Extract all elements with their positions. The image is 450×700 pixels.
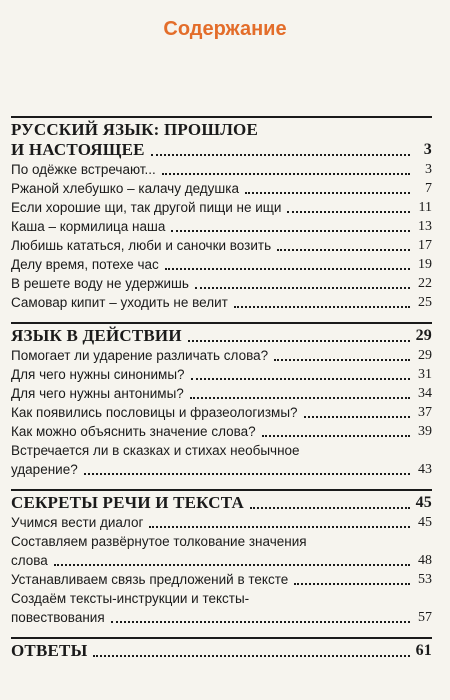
- dot-leader: [274, 359, 410, 361]
- toc-entry-page-number: 39: [418, 424, 432, 439]
- section-page-number: 3: [423, 141, 432, 158]
- dot-leader: [245, 192, 410, 194]
- dot-leader: [171, 230, 410, 232]
- dot-leader: [304, 416, 410, 418]
- dot-leader: [195, 287, 410, 289]
- toc-entry-label: Помогает ли ударение различать слова?: [11, 348, 269, 363]
- toc-entry-label: Для чего нужны антонимы?: [11, 386, 184, 401]
- section-divider: [11, 489, 432, 491]
- toc-entry-row: [11, 513, 432, 532]
- toc-entry-row: [11, 570, 432, 589]
- toc-entry-row: [11, 422, 432, 441]
- toc-entry-page-number: 13: [418, 219, 432, 234]
- section-gap: [11, 479, 432, 489]
- section-heading-label: ОТВЕТЫ: [11, 641, 88, 660]
- toc-entry-label: Каша – кормилица наша: [11, 219, 166, 234]
- toc-entry-label: слова: [11, 553, 48, 568]
- toc-entry-label: Как появились пословицы и фразеологизмы?: [11, 405, 298, 420]
- section-gap: [11, 312, 432, 322]
- toc-entry-label: Самовар кипит – уходить не велит: [11, 295, 228, 310]
- dot-leader: [165, 268, 410, 270]
- dot-leader: [111, 621, 410, 623]
- section-gap: [11, 627, 432, 637]
- toc-entry[interactable]: [11, 570, 432, 589]
- section-divider: [11, 637, 432, 639]
- toc-entry-page-number: 45: [418, 515, 432, 530]
- dot-leader: [250, 507, 410, 509]
- toc-entry[interactable]: [11, 160, 432, 179]
- section-heading[interactable]: [11, 493, 432, 513]
- toc-entry-row: [11, 608, 432, 627]
- dot-leader: [277, 249, 410, 251]
- toc-entry-label: ударение?: [11, 462, 78, 477]
- toc-entry[interactable]: [11, 179, 432, 198]
- dot-leader: [287, 211, 410, 213]
- toc-entry[interactable]: [11, 255, 432, 274]
- toc-entry-line: Создаём тексты-инструкции и тексты-: [11, 591, 250, 606]
- toc-entry-label: повествования: [11, 610, 105, 625]
- toc-entry-page-number: 17: [418, 238, 432, 253]
- dot-leader: [234, 306, 410, 308]
- page-title: Содержание: [163, 18, 287, 40]
- toc-entry-row: [11, 160, 432, 179]
- toc-section: [11, 627, 432, 661]
- toc-entry-page-number: 25: [418, 295, 432, 310]
- section-page-number: 29: [415, 327, 432, 344]
- toc-entry[interactable]: [11, 346, 432, 365]
- toc-entry-page-number: 7: [425, 181, 432, 196]
- toc-entry-page-number: 22: [418, 276, 432, 291]
- toc-entry-label: Для чего нужны синонимы?: [11, 367, 185, 382]
- table-of-contents: [11, 116, 432, 661]
- toc-entry-label: Любишь кататься, люби и саночки возить: [11, 238, 272, 253]
- toc-entry[interactable]: [11, 403, 432, 422]
- toc-entry-page-number: 34: [418, 386, 432, 401]
- toc-entry-page-number: 57: [418, 610, 432, 625]
- toc-entry-row: [11, 460, 432, 479]
- section-heading-label: ЯЗЫК В ДЕЙСТВИИ: [11, 326, 182, 345]
- toc-entry[interactable]: [11, 236, 432, 255]
- toc-entry[interactable]: [11, 217, 432, 236]
- toc-entry[interactable]: [11, 293, 432, 312]
- toc-entry-label: Если хорошие щи, так другой пищи не ищи: [11, 200, 282, 215]
- dot-leader: [84, 473, 410, 475]
- toc-section: [11, 312, 432, 479]
- toc-entry-row: [11, 384, 432, 403]
- toc-entry-row: [11, 403, 432, 422]
- toc-entry-row: [11, 236, 432, 255]
- toc-entry-label: Как можно объяснить значение слова?: [11, 424, 256, 439]
- toc-entry-line: Составляем развёрнутое толкование значения: [11, 534, 307, 549]
- dot-leader: [294, 583, 410, 585]
- toc-entry[interactable]: [11, 441, 432, 479]
- toc-entry-row: [11, 217, 432, 236]
- toc-entry-row: [11, 255, 432, 274]
- dot-leader: [162, 173, 410, 175]
- toc-entry-row: [11, 346, 432, 365]
- toc-entry-row: [11, 365, 432, 384]
- toc-entry-page-number: 11: [418, 200, 432, 215]
- dot-leader: [149, 526, 410, 528]
- toc-entry[interactable]: [11, 274, 432, 293]
- toc-entry-label: Устанавливаем связь предложений в тексте: [11, 572, 289, 587]
- toc-entry[interactable]: [11, 589, 432, 627]
- section-heading[interactable]: [11, 641, 432, 661]
- toc-entry-page-number: 43: [418, 462, 432, 477]
- toc-entry-page-number: 31: [418, 367, 432, 382]
- toc-section: [11, 479, 432, 627]
- toc-entry-row: [11, 198, 432, 217]
- toc-entry-page-number: 48: [418, 553, 432, 568]
- dot-leader: [151, 154, 410, 156]
- toc-entry-label: По одёжке встречают...: [11, 162, 156, 177]
- toc-entry-page-number: 3: [425, 162, 432, 177]
- toc-entry-label: Делу время, потехе час: [11, 257, 159, 272]
- section-divider: [11, 116, 432, 118]
- section-heading[interactable]: [11, 140, 432, 160]
- toc-entry-line: Встречается ли в сказках и стихах необычное: [11, 443, 300, 458]
- dot-leader: [54, 564, 410, 566]
- dot-leader: [262, 435, 410, 437]
- toc-entry-label: В решете воду не удержишь: [11, 276, 189, 291]
- toc-section: [11, 116, 432, 312]
- toc-entry[interactable]: [11, 198, 432, 217]
- toc-entry-row: [11, 293, 432, 312]
- toc-entry-label: Учимся вести диалог: [11, 515, 144, 530]
- dot-leader: [190, 397, 410, 399]
- section-page-number: 45: [415, 494, 432, 511]
- section-page-number: 61: [415, 642, 432, 659]
- toc-entry[interactable]: [11, 532, 432, 570]
- toc-entry-page-number: 29: [418, 348, 432, 363]
- section-divider: [11, 322, 432, 324]
- section-heading[interactable]: [11, 326, 432, 346]
- toc-entry[interactable]: [11, 513, 432, 532]
- toc-entry-page-number: 19: [418, 257, 432, 272]
- toc-entry[interactable]: [11, 365, 432, 384]
- section-heading-label: СЕКРЕТЫ РЕЧИ И ТЕКСТА: [11, 493, 244, 512]
- toc-entry-page-number: 53: [418, 572, 432, 587]
- toc-entry-row: [11, 274, 432, 293]
- dot-leader: [188, 340, 410, 342]
- toc-entry[interactable]: [11, 384, 432, 403]
- section-heading-line: РУССКИЙ ЯЗЫК: ПРОШЛОЕ: [11, 120, 259, 139]
- toc-entry-row: [11, 179, 432, 198]
- toc-entry-label: Ржаной хлебушко – калачу дедушка: [11, 181, 239, 196]
- toc-entry-row: [11, 551, 432, 570]
- toc-entry[interactable]: [11, 422, 432, 441]
- toc-entry-page-number: 37: [418, 405, 432, 420]
- dot-leader: [93, 655, 409, 657]
- dot-leader: [191, 378, 410, 380]
- section-heading-label: И НАСТОЯЩЕЕ: [11, 140, 145, 159]
